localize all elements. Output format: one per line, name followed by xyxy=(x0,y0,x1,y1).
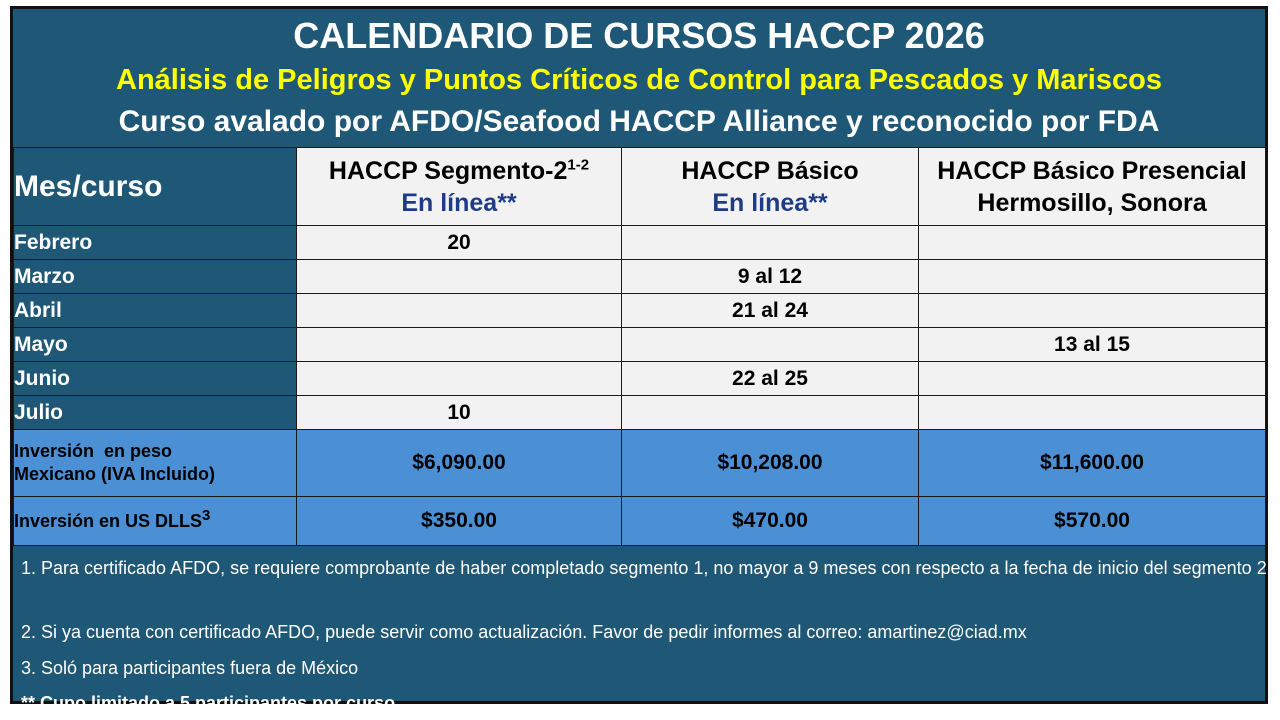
date-cell xyxy=(919,226,1266,260)
price-cell: $6,090.00 xyxy=(297,430,622,497)
column-mode: En línea** xyxy=(401,188,517,217)
price-label-line: Mexicano (IVA Incluido) xyxy=(14,464,216,484)
price-cell: $10,208.00 xyxy=(622,430,919,497)
column-header-basico xyxy=(622,148,919,226)
footnote-1: 1. Para certificado AFDO, se requiere comprobante de haber completado segmento 1, no mayor a 9 meses con respecto a la fecha de inicio del segmento 2. xyxy=(21,558,1272,578)
date-cell: 10 xyxy=(297,396,622,430)
column-title: HACCP Básico Presencial xyxy=(937,156,1247,185)
date-cell xyxy=(622,396,919,430)
table-row xyxy=(14,328,1266,362)
column-location: Hermosillo, Sonora xyxy=(977,188,1207,217)
date-cell: 20 xyxy=(297,226,622,260)
month-cell: Febrero xyxy=(14,226,297,260)
corner-header: Mes/curso xyxy=(14,148,297,226)
footnote-2: 2. Si ya cuenta con certificado AFDO, puede servir como actualización. Favor de pedir informes al correo: amartinez@ciad.mx xyxy=(21,622,1027,642)
date-cell xyxy=(622,328,919,362)
date-cell xyxy=(297,362,622,396)
price-row-usd xyxy=(14,497,1266,546)
date-cell xyxy=(919,396,1266,430)
date-cell xyxy=(919,362,1266,396)
date-cell: 13 al 15 xyxy=(919,328,1266,362)
column-mode: En línea** xyxy=(712,188,828,217)
price-cell: $350.00 xyxy=(297,497,622,546)
date-cell xyxy=(297,328,622,362)
column-header-basico-presencial xyxy=(919,148,1266,226)
table-row xyxy=(14,226,1266,260)
column-header-segmento-2 xyxy=(297,148,622,226)
date-cell xyxy=(622,226,919,260)
price-label xyxy=(14,497,297,546)
column-title: HACCP Básico xyxy=(681,156,859,185)
schedule-table xyxy=(13,147,1266,546)
price-cell: $570.00 xyxy=(919,497,1266,546)
page-title: CALENDARIO DE CURSOS HACCP 2026 xyxy=(293,15,985,56)
table-header-row xyxy=(14,148,1266,226)
price-row-mxn xyxy=(14,430,1266,497)
month-cell: Marzo xyxy=(14,260,297,294)
price-label-line: Inversión en US DLLS xyxy=(14,510,203,531)
footnote-ref: 1-2 xyxy=(567,156,590,174)
footnote-3: 3. Soló para participantes fuera de México xyxy=(21,658,359,678)
table-row xyxy=(14,294,1266,328)
endorsement-text: Curso avalado por AFDO/Seafood HACCP Alliance y reconocido por FDA xyxy=(118,105,1160,138)
table-row xyxy=(14,362,1266,396)
date-cell xyxy=(919,294,1266,328)
date-cell: 21 al 24 xyxy=(622,294,919,328)
calendar-header xyxy=(13,9,1265,147)
course-calendar-frame xyxy=(10,6,1272,713)
date-cell xyxy=(297,260,622,294)
month-cell: Julio xyxy=(14,396,297,430)
month-cell: Abril xyxy=(14,294,297,328)
column-title: HACCP Segmento-2 xyxy=(328,156,568,185)
table-row xyxy=(14,260,1266,294)
price-cell: $470.00 xyxy=(622,497,919,546)
month-cell: Mayo xyxy=(14,328,297,362)
date-cell: 9 al 12 xyxy=(622,260,919,294)
footnote-ref: 3 xyxy=(202,506,211,524)
date-cell xyxy=(919,260,1266,294)
date-cell: 22 al 25 xyxy=(622,362,919,396)
course-subtitle: Análisis de Peligros y Puntos Críticos de Control para Pescados y Mariscos xyxy=(116,64,1162,96)
price-cell: $11,600.00 xyxy=(919,430,1266,497)
table-row xyxy=(14,396,1266,430)
price-label-line: Inversión en peso xyxy=(14,441,173,461)
date-cell xyxy=(297,294,622,328)
capacity-note: ** Cupo limitado a 5 participantes por curso xyxy=(21,693,396,713)
month-cell: Junio xyxy=(14,362,297,396)
price-label xyxy=(14,430,297,497)
